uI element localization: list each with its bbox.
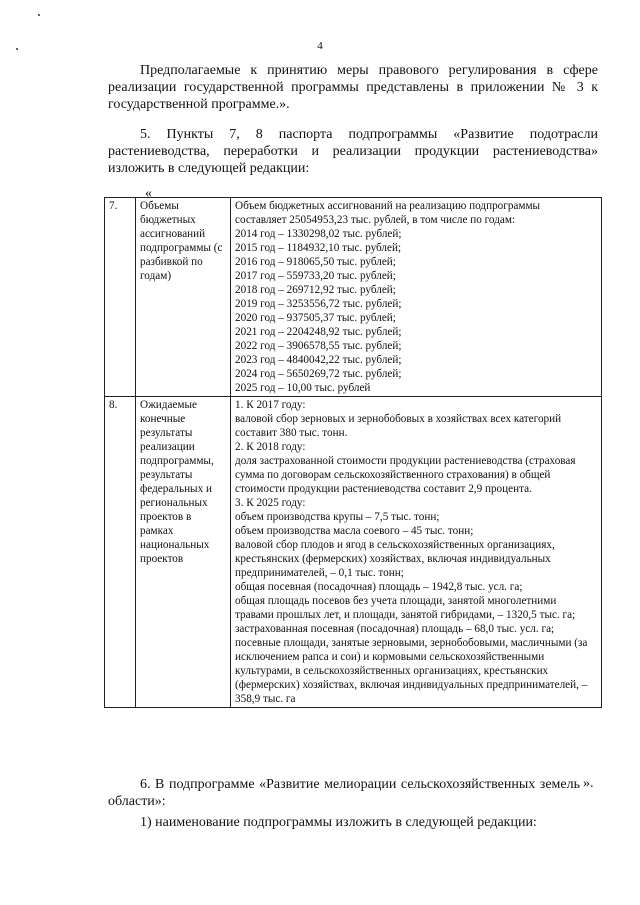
content-line: 2016 год – 918065,50 тыс. рублей; xyxy=(235,256,396,268)
content-line: доля застрахованной стоимости продукции растениеводства (страховая сумма по договорам сельскохозяйственного страхования) в общей стоимости продукции растениеводства составит 2,9 процента. xyxy=(235,455,576,495)
content-line: 2022 год – 3906578,55 тыс. рублей; xyxy=(235,340,402,352)
content-line: 2020 год – 937505,37 тыс. рублей; xyxy=(235,312,396,324)
content-line: объем производства крупы – 7,5 тыс. тонн; xyxy=(235,511,440,523)
content-line: общая посевная (посадочная) площадь – 1942,8 тыс. усл. га; xyxy=(235,581,523,593)
item-5-paragraph: 5. Пункты 7, 8 паспорта подпрограммы «Развитие подотрасли растениеводства, переработки и реализации продукции растениеводства» изложить в следующей редакции: xyxy=(108,127,598,176)
content-line: 2015 год – 1184932,10 тыс. рублей; xyxy=(235,242,402,254)
content-line: посевные площади, занятые зерновыми, зернобобовыми, масличными (за исключением рапса и сои) и кормовыми сельскохозяйственными культурами, в сельскохозяйственных организациях, крестьянских (фермерских) хозяйствах, включая индивидуальных предпринимателей, – 358,9 тыс. га xyxy=(235,637,588,705)
content-line: застрахованная посевная (посадочная) площадь – 68,0 тыс. усл. га; xyxy=(235,623,555,635)
content-line: 2. К 2018 году: xyxy=(235,441,306,453)
row-number: 8. xyxy=(105,397,136,708)
content-line: 1. К 2017 году: xyxy=(235,399,306,411)
content-line: 2017 год – 559733,20 тыс. рублей; xyxy=(235,270,396,282)
page-number: 4 xyxy=(317,40,323,52)
content-line: объем производства масла соевого – 45 тыс. тонн; xyxy=(235,525,474,537)
content-line: 2014 год – 1330298,02 тыс. рублей; xyxy=(235,228,402,240)
content-line: 2025 год – 10,00 тыс. рублей xyxy=(235,382,371,394)
row-content xyxy=(231,397,602,708)
content-line: 2024 год – 5650269,72 тыс. рублей; xyxy=(235,368,402,380)
closing-quote: ». xyxy=(583,776,594,791)
item-6-paragraph: 6. В подпрограмме «Развитие мелиорации сельскохозяйственных земель области»: xyxy=(108,777,580,809)
item-6-subitem-1: 1) наименование подпрограммы изложить в следующей редакции: xyxy=(140,815,537,830)
row-content xyxy=(231,198,602,397)
content-line: 2023 год – 4840042,22 тыс. рублей; xyxy=(235,354,402,366)
content-line: валовой сбор зерновых и зернобобовых в хозяйствах всех категорий составит 380 тыс. тонн. xyxy=(235,413,562,439)
content-line: 2019 год – 3253556,72 тыс. рублей; xyxy=(235,298,402,310)
scan-speck xyxy=(38,14,40,16)
row-label: Ожидаемые конечные результаты реализации подпрограммы, результаты федеральных и региональных проектов в рамках национальных проектов xyxy=(136,397,231,708)
content-line: 2018 год – 269712,92 тыс. рублей; xyxy=(235,284,396,296)
intro-paragraph: Предполагаемые к принятию меры правового регулирования в сфере реализации государственной программы представлены в приложении № 3 к государственной программе.». xyxy=(108,63,598,112)
content-line: 3. К 2025 году: xyxy=(235,497,306,509)
passport-table xyxy=(104,197,602,708)
row-label: Объемы бюджетных ассигнований подпрограммы (с разбивкой по годам) xyxy=(136,198,231,397)
content-line: составляет 25054953,23 тыс. рублей, в том числе по годам: xyxy=(235,214,516,226)
table-row xyxy=(105,198,602,397)
scan-speck xyxy=(16,48,18,50)
row-number: 7. xyxy=(105,198,136,397)
content-line: 2021 год – 2204248,92 тыс. рублей; xyxy=(235,326,402,338)
opening-quote: « xyxy=(145,186,152,201)
table-row xyxy=(105,397,602,708)
content-line: валовой сбор плодов и ягод в сельскохозяйственных организациях, крестьянских (фермерских) хозяйствах, включая индивидуальных предпринимателей, – 0,1 тыс. тонн; xyxy=(235,539,555,579)
content-line: общая площадь посевов без учета площади, занятой многолетними травами прошлых лет, и площади, занятой гибридами, – 1320,5 тыс. га; xyxy=(235,595,576,621)
content-line: Объем бюджетных ассигнований на реализацию подпрограммы xyxy=(235,200,541,212)
